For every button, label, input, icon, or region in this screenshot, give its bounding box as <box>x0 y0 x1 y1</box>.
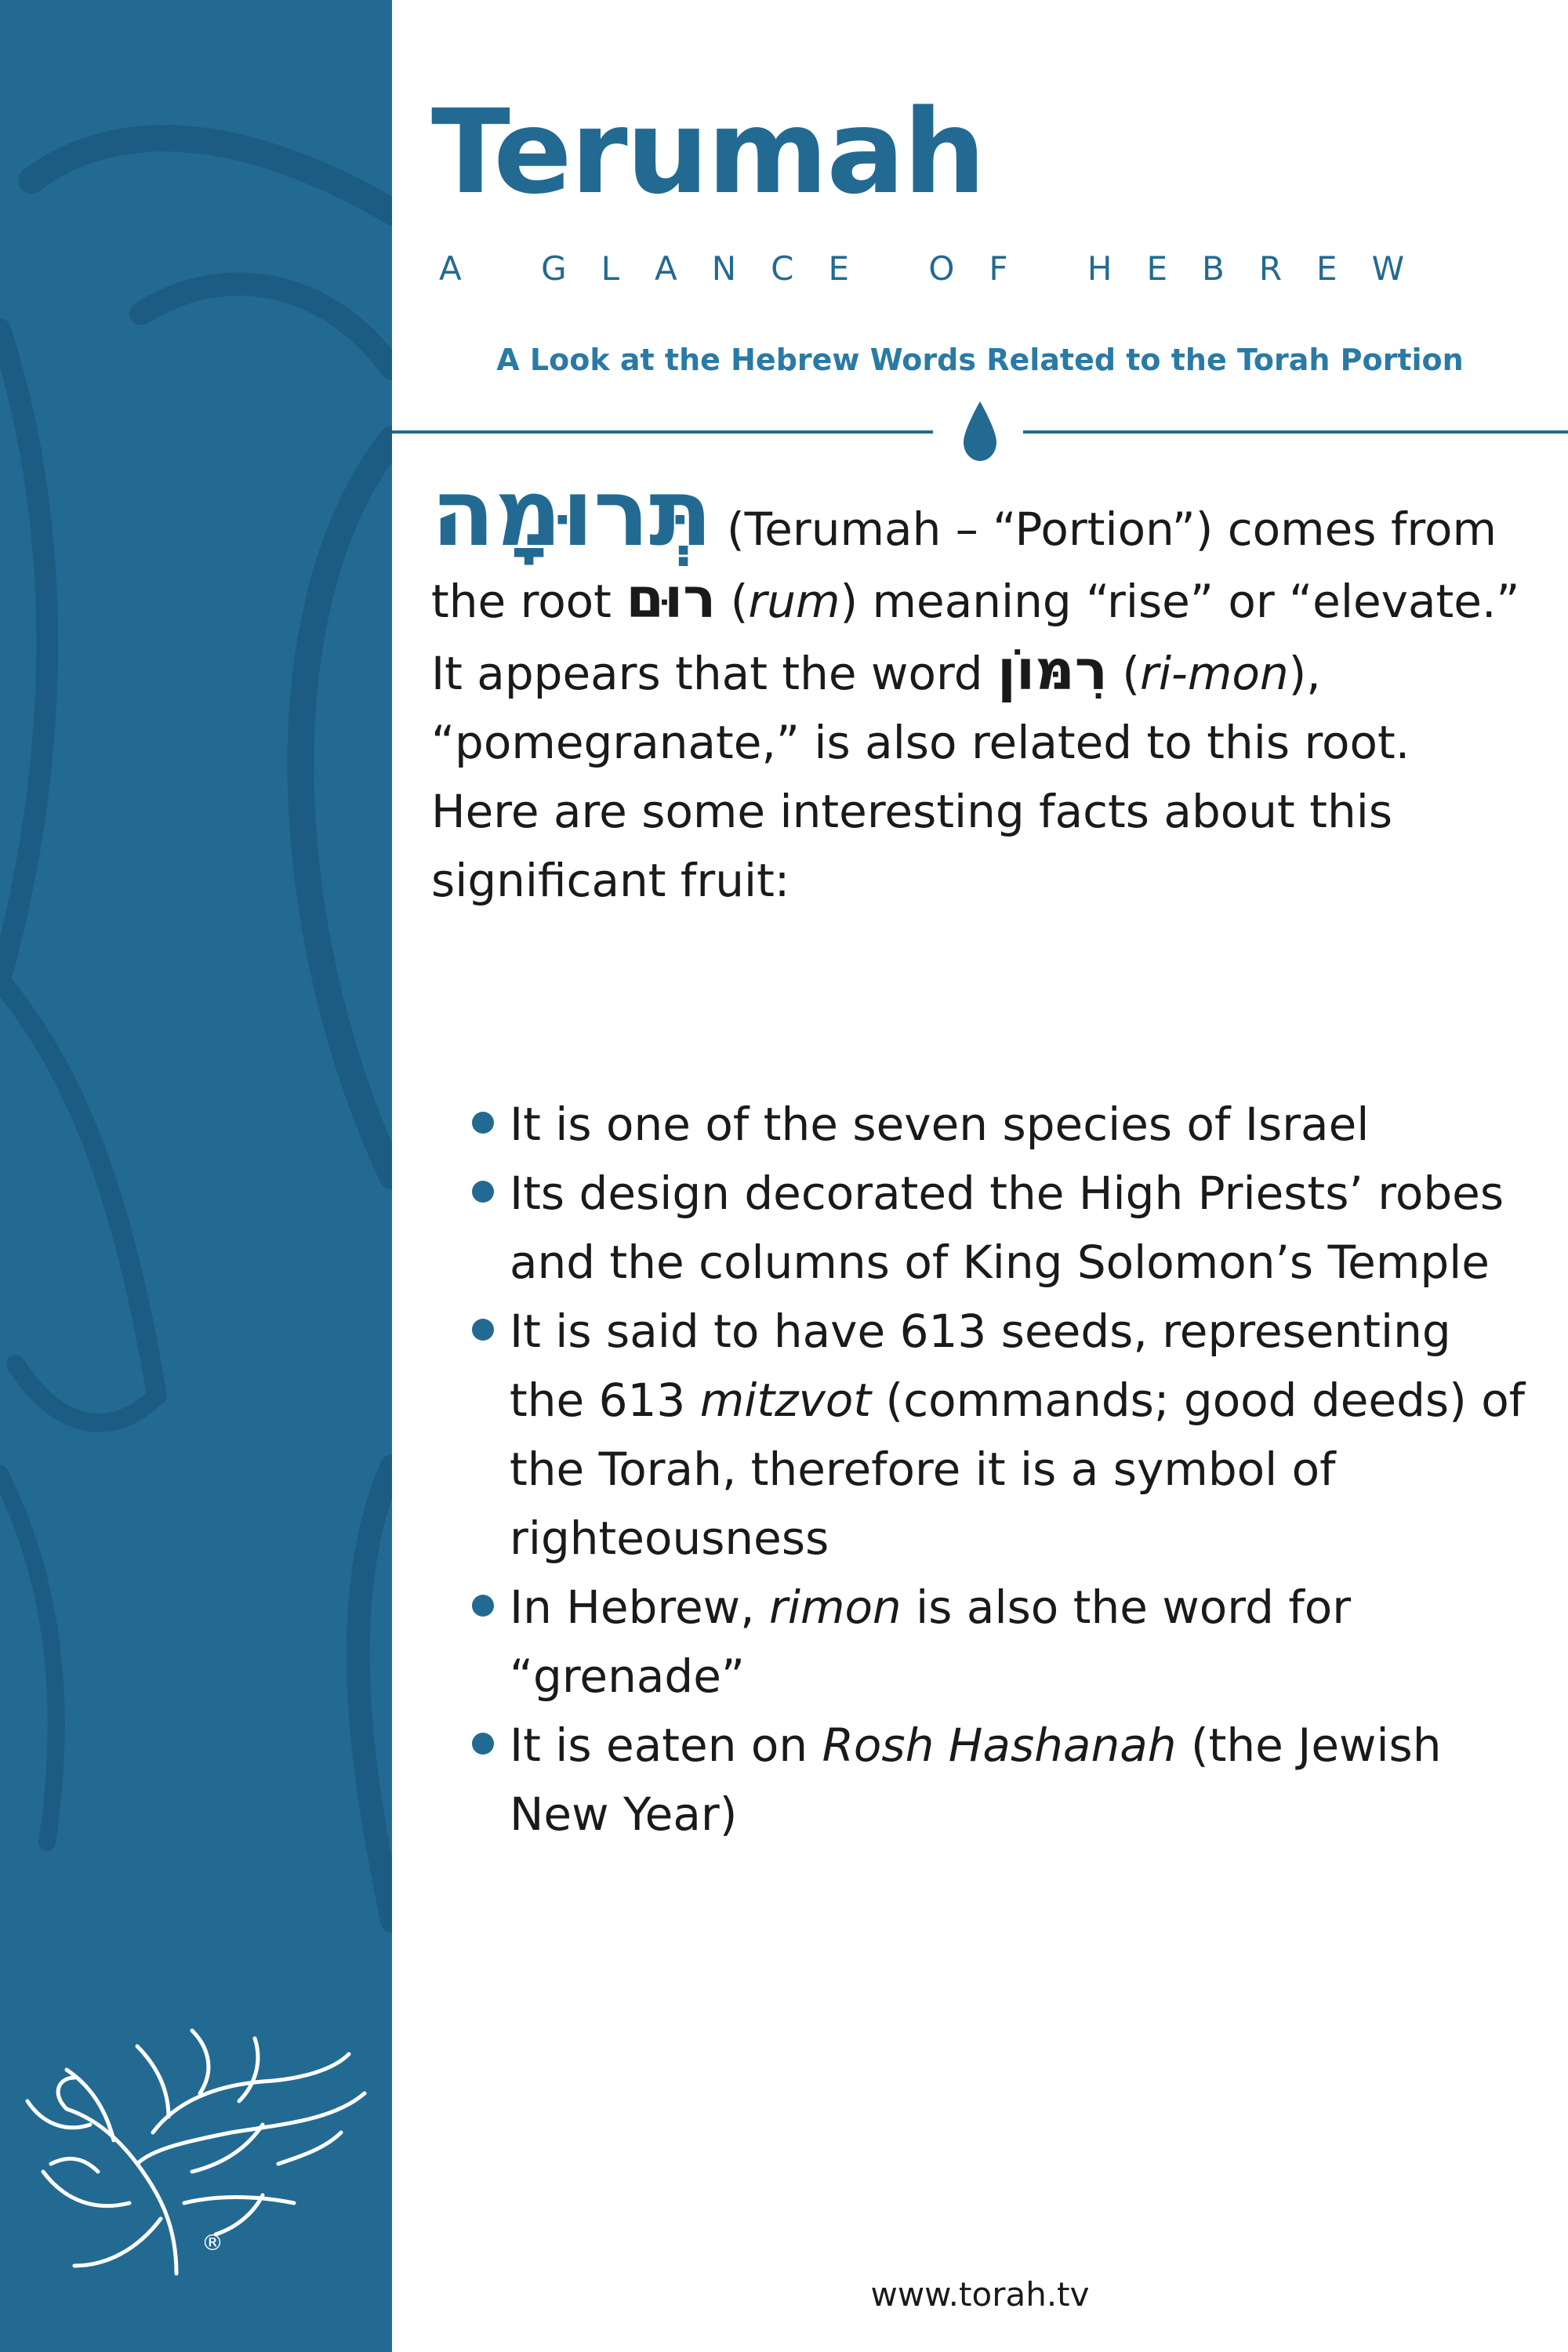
hebrew-word-rimon: רִמּוֹן <box>997 638 1108 702</box>
rimon-transliteration: ri-mon <box>1139 647 1289 700</box>
intro-text-5: ), “pomegranate,” is also related to this root. Here are some interesting facts about this significant fruit: <box>431 647 1410 907</box>
intro-text-3: ) meaning “rise” or “elevate.” It appears that the word <box>431 575 1520 700</box>
page-title: Terumah <box>431 85 985 220</box>
list-item: It is said to have 613 seeds, representing the 613 mitzvot (commands; good deeds) of the Torah, therefore it is a symbol of righteousness <box>510 1297 1529 1573</box>
intro-text-2: ( <box>716 575 749 628</box>
page-subtitle: A GLANCE OF HEBREW <box>439 249 1439 288</box>
intro-paragraph <box>431 459 1529 915</box>
website-url: www.torah.tv <box>870 2275 1090 2314</box>
facts-list <box>510 1090 1529 1849</box>
intro-text-4: ( <box>1107 647 1140 700</box>
bullet-icon <box>472 1181 494 1203</box>
water-drop-icon <box>960 400 1000 463</box>
tree-logo-icon <box>20 2015 380 2281</box>
tagline: A Look at the Hebrew Words Related to the Torah Portion <box>496 343 1464 377</box>
hebrew-word-terumah: תְּרוּמָה <box>431 459 713 567</box>
bullet-icon <box>472 1733 494 1755</box>
divider-line-left <box>392 430 933 434</box>
intro-text-1: (Terumah – “Portion”) comes from the root <box>431 503 1497 628</box>
list-item: It is one of the seven species of Israel <box>510 1090 1529 1159</box>
registered-mark: ® <box>201 2230 223 2256</box>
list-item: Its design decorated the High Priests’ robes and the columns of King Solomon’s Temple <box>510 1159 1529 1297</box>
bullet-icon <box>472 1319 494 1341</box>
decorative-swirls <box>0 0 392 2352</box>
hebrew-root-rum: רוּם <box>626 566 717 630</box>
main-content <box>392 0 1568 2352</box>
list-item: It is eaten on Rosh Hashanah (the Jewish New Year) <box>510 1711 1529 1849</box>
bullet-icon <box>472 1595 494 1617</box>
list-item: In Hebrew, rimon is also the word for “grenade” <box>510 1573 1529 1711</box>
sidebar-panel <box>0 0 392 2352</box>
root-transliteration: rum <box>748 575 840 628</box>
bullet-icon <box>472 1112 494 1134</box>
divider-line-right <box>1023 430 1568 434</box>
